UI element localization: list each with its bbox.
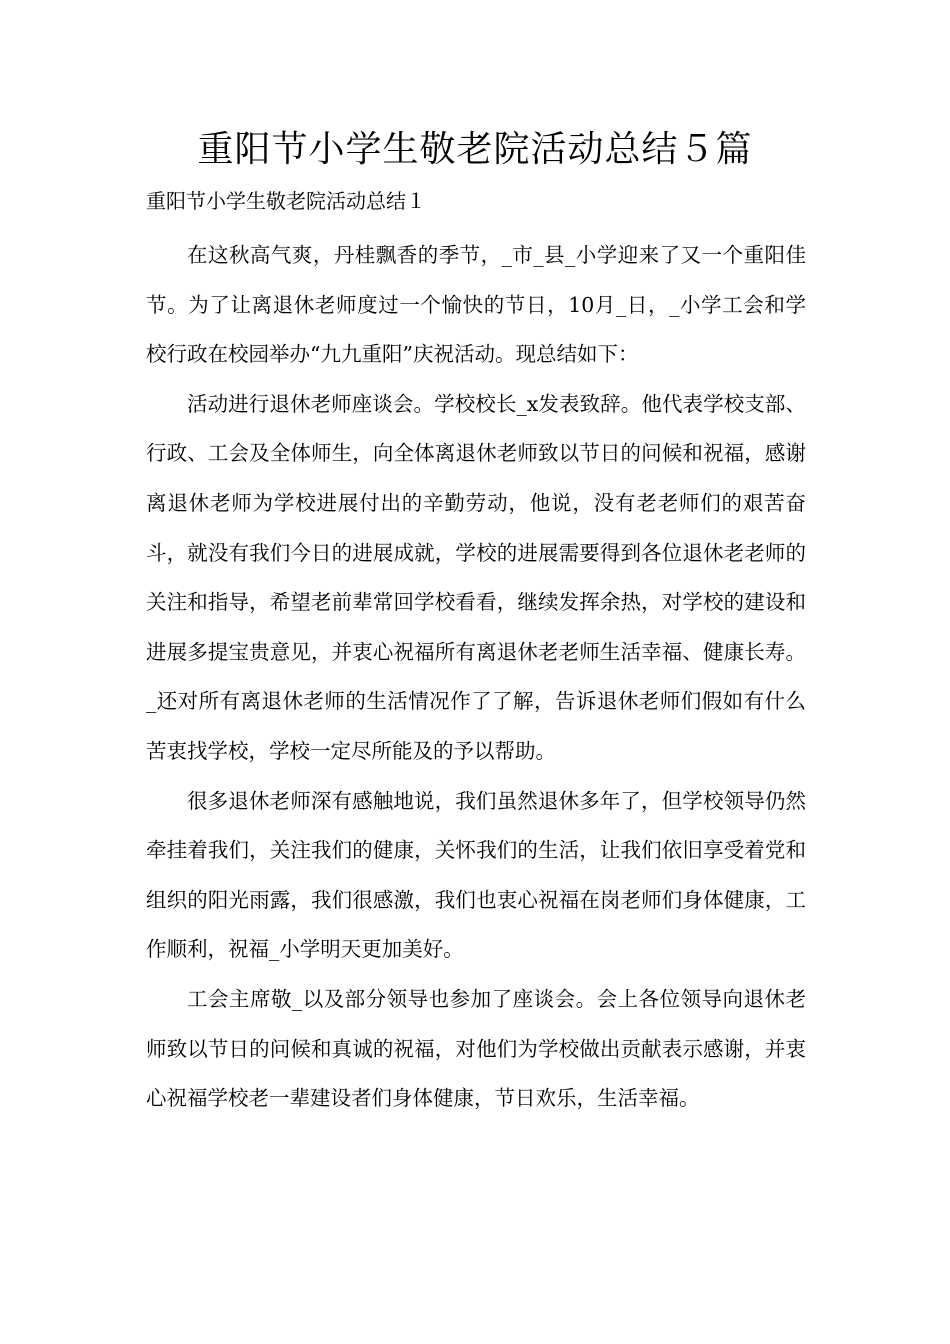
paragraph: 活动进行退休老师座谈会。学校校长_x发表致辞。他代表学校支部、行政、工会及全体师生，向全体离退休老师致以节日的问候和祝福，感谢离退休老师为学校进展付出的辛勤劳动，他说，没有老老师们的艰苦奋斗，就没有我们今日的进展成就，学校的进展需要得到各位退休老老师的关注和指导，希望老前辈常回学校看看，继续发挥余热，对学校的建设和进展多提宝贵意见，并衷心祝福所有离退休老老师生活幸福、健康长寿。_还对所有离退休老师的生活情况作了了解，告诉退休老师们假如有什么苦衷找学校，学校一定尽所能及的予以帮助。 [146,391,806,763]
section-heading: 重阳节小学生敬老院活动总结１ [146,189,426,213]
paragraph: 在这秋高气爽，丹桂飘香的季节，_市_县_小学迎来了又一个重阳佳节。为了让离退休老师度过一个愉快的节日，10月_日，_小学工会和学校行政在校园举办“九九重阳”庆祝活动。现总结如下： [146,243,806,367]
document-title: 重阳节小学生敬老院活动总结５篇 [197,129,753,170]
paragraph: 很多退休老师深有感触地说，我们虽然退休多年了，但学校领导仍然牵挂着我们，关注我们的健康，关怀我们的生活，让我们依旧享受着党和组织的阳光雨露，我们很感激，我们也衷心祝福在岗老师们身体健康，工作顺利，祝福_小学明天更加美好。 [146,788,806,962]
paragraph: 工会主席敬_以及部分领导也参加了座谈会。会上各位领导向退休老师致以节日的问候和真诚的祝福，对他们为学校做出贡献表示感谢，并衷心祝福学校老一辈建设者们身体健康，节日欢乐，生活幸福。 [146,986,806,1111]
document-body [146,231,806,1124]
